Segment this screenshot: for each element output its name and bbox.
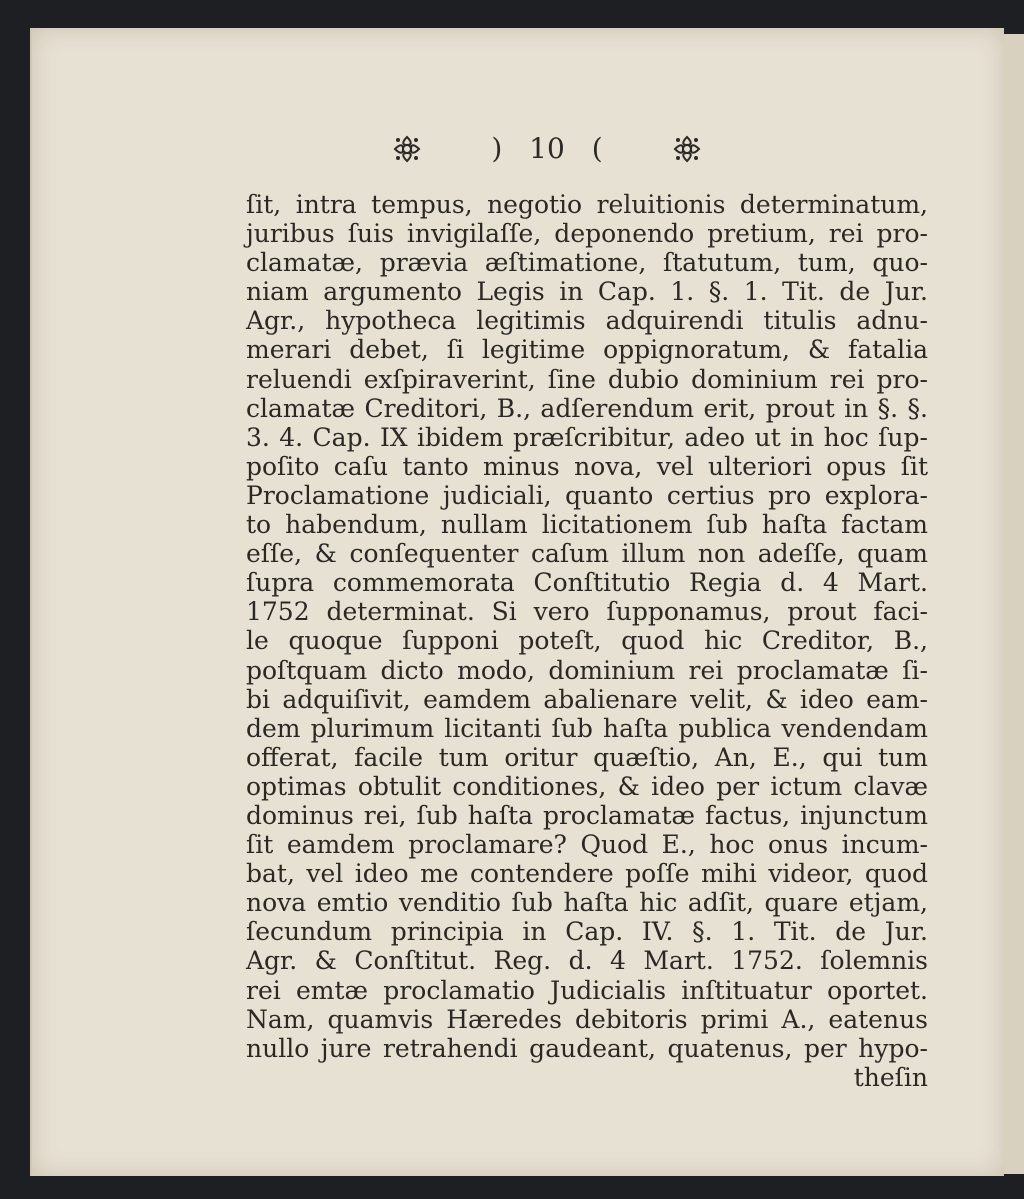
running-header bbox=[32, 128, 1004, 178]
text-line: Proclamatione judiciali, quanto certius pro explora- bbox=[246, 480, 928, 510]
text-line: poſito caſu tanto minus nova, vel ulteriori opus ſit bbox=[246, 451, 928, 481]
text-line: le quoque ſupponi poteſt, quod hic Creditor, B., bbox=[246, 626, 928, 656]
text-line: ſit, intra tempus, negotio reluitionis determinatum, bbox=[246, 190, 928, 219]
body-text bbox=[246, 190, 928, 1092]
text-line: 1752 determinat. Si vero ſupponamus, prout faci- bbox=[246, 597, 928, 627]
printer-ornament-icon bbox=[392, 134, 422, 164]
text-line: poſtquam dicto modo, dominium rei proclamatæ ſi- bbox=[246, 655, 928, 685]
text-line: nullo jure retrahendi gaudeant, quatenus, per hypo- bbox=[246, 1033, 928, 1063]
book-page bbox=[30, 28, 1004, 1176]
text-line: ſecundum principia in Cap. IV. §. 1. Tit. de Jur. bbox=[246, 917, 928, 947]
text-line: Agr. & Conſtitut. Reg. d. 4 Mart. 1752. ſolemnis bbox=[246, 946, 928, 976]
catchword: theſin bbox=[853, 1062, 928, 1092]
text-line: niam argumento Legis in Cap. 1. §. 1. Tit. de Jur. bbox=[246, 277, 928, 307]
text-line: rei emtæ proclamatio Judicialis inſtituatur oportet. bbox=[246, 975, 928, 1005]
text-line: clamatæ, prævia æſtimatione, ſtatutum, tum, quo- bbox=[246, 248, 928, 278]
text-line: bat, vel ideo me contendere poſſe mihi videor, quod bbox=[246, 859, 928, 889]
text-line: ſit eamdem proclamare? Quod E., hoc onus incum- bbox=[246, 830, 928, 860]
text-line: eſſe, & conſequenter caſum illum non adeſſe, quam bbox=[246, 539, 928, 569]
text-line: 3. 4. Cap. IX ibidem præſcribitur, adeo ut in hoc ſup- bbox=[246, 422, 928, 452]
text-line: ſupra commemorata Conſtitutio Regia d. 4 Mart. bbox=[246, 568, 928, 598]
text-line: juribus ſuis invigilaſſe, deponendo pretium, rei pro- bbox=[246, 219, 928, 249]
text-line: dominus rei, ſub haſta proclamatæ factus, injunctum bbox=[246, 800, 928, 830]
text-line: clamatæ Creditori, B., adſerendum erit, prout in §. §. bbox=[246, 393, 928, 423]
text-line: merari debet, ſi legitime oppignoratum, & fatalia bbox=[246, 335, 928, 365]
printer-ornament-icon bbox=[672, 134, 702, 164]
text-line: offerat, facile tum oritur quæſtio, An, E., qui tum bbox=[246, 742, 928, 772]
text-line: reluendi exſpiraverint, ſine dubio dominium rei pro- bbox=[246, 364, 928, 394]
page-number: ) 10 ( bbox=[491, 132, 603, 165]
text-line: to habendum, nullam licitationem ſub haſta factam bbox=[246, 510, 928, 540]
text-line: bi adquiſivit, eamdem abalienare velit, & ideo eam- bbox=[246, 684, 928, 714]
text-line: dem plurimum licitanti ſub haſta publica vendendam bbox=[246, 713, 928, 743]
text-line: nova emtio venditio ſub haſta hic adſit, quare etjam, bbox=[246, 888, 928, 918]
text-line: optimas obtulit conditiones, & ideo per ictum clavæ bbox=[246, 771, 928, 801]
text-line: Agr., hypotheca legitimis adquirendi titulis adnu- bbox=[246, 306, 928, 336]
text-line: Nam, quamvis Hæredes debitoris primi A., eatenus bbox=[246, 1004, 928, 1034]
